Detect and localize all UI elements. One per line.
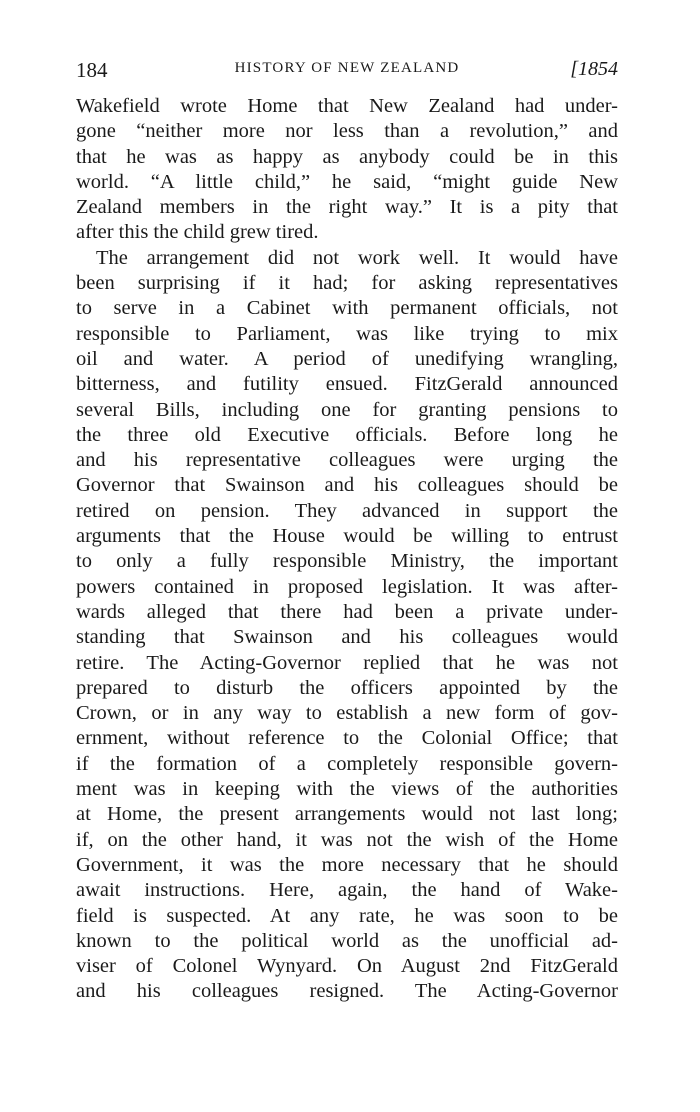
paragraph-1 xyxy=(76,94,618,246)
body-text xyxy=(76,94,618,1005)
text-line: after this the child grew tired. xyxy=(76,221,319,244)
text-line: that he was as happy as anybody could be in this xyxy=(76,145,618,168)
text-line: and his colleagues resigned. The Acting-Governor xyxy=(76,980,618,1003)
text-line: world. “A little child,” he said, “might guide New xyxy=(76,170,618,193)
text-line: field is suspected. At any rate, he was soon to be xyxy=(76,904,618,927)
page-number: 184 xyxy=(76,58,108,82)
text-line: ment was in keeping with the views of the authorities xyxy=(76,778,618,801)
text-line: oil and water. A period of unedifying wrangling, xyxy=(76,347,618,370)
text-line: at Home, the present arrangements would not last long; xyxy=(76,803,618,826)
text-line: bitterness, and futility ensued. FitzGerald announced xyxy=(76,373,618,396)
text-line: if, on the other hand, it was not the wish of the Home xyxy=(76,828,618,851)
text-line: gone “neither more nor less than a revolution,” and xyxy=(76,120,618,143)
text-line: responsible to Parliament, was like trying to mix xyxy=(76,322,618,345)
running-title: HISTORY OF NEW ZEALAND xyxy=(234,60,460,76)
text-line: wards alleged that there had been a private under- xyxy=(76,600,618,623)
text-line: arguments that the House would be willing to entrust xyxy=(76,525,618,548)
text-line: been surprising if it had; for asking representatives xyxy=(76,272,618,295)
text-line: retired on pension. They advanced in support the xyxy=(76,499,618,522)
text-line: several Bills, including one for granting pensions to xyxy=(76,398,618,421)
text-line: prepared to disturb the officers appointed by the xyxy=(76,676,618,699)
text-line: the three old Executive officials. Before long he xyxy=(76,423,618,446)
text-line: to serve in a Cabinet with permanent officials, not xyxy=(76,297,618,320)
text-line: Government, it was the more necessary that he should xyxy=(76,853,618,876)
text-line: if the formation of a completely responsible govern- xyxy=(76,752,618,775)
text-line: standing that Swainson and his colleagues would xyxy=(76,626,618,649)
text-line: powers contained in proposed legislation. It was after- xyxy=(76,575,618,598)
text-line: known to the political world as the unofficial ad- xyxy=(76,929,618,952)
text-line: ernment, without reference to the Colonial Office; that xyxy=(76,727,618,750)
text-line: Crown, or in any way to establish a new form of gov- xyxy=(76,702,618,725)
text-line: to only a fully responsible Ministry, the important xyxy=(76,550,618,573)
text-line: Zealand members in the right way.” It is a pity that xyxy=(76,196,618,219)
paragraph-2 xyxy=(76,246,618,1005)
text-line: await instructions. Here, again, the hand of Wake- xyxy=(76,879,618,902)
text-line: Governor that Swainson and his colleagues should be xyxy=(76,474,618,497)
text-line: and his representative colleagues were urging the xyxy=(76,449,618,472)
page-header xyxy=(76,58,618,84)
text-line: retire. The Acting-Governor replied that he was not xyxy=(76,651,618,674)
year-marker: [1854 xyxy=(570,58,618,80)
text-line: viser of Colonel Wynyard. On August 2nd FitzGerald xyxy=(76,955,618,978)
text-line: The arrangement did not work well. It would have xyxy=(96,246,618,269)
text-line: Wakefield wrote Home that New Zealand had under- xyxy=(76,95,618,117)
